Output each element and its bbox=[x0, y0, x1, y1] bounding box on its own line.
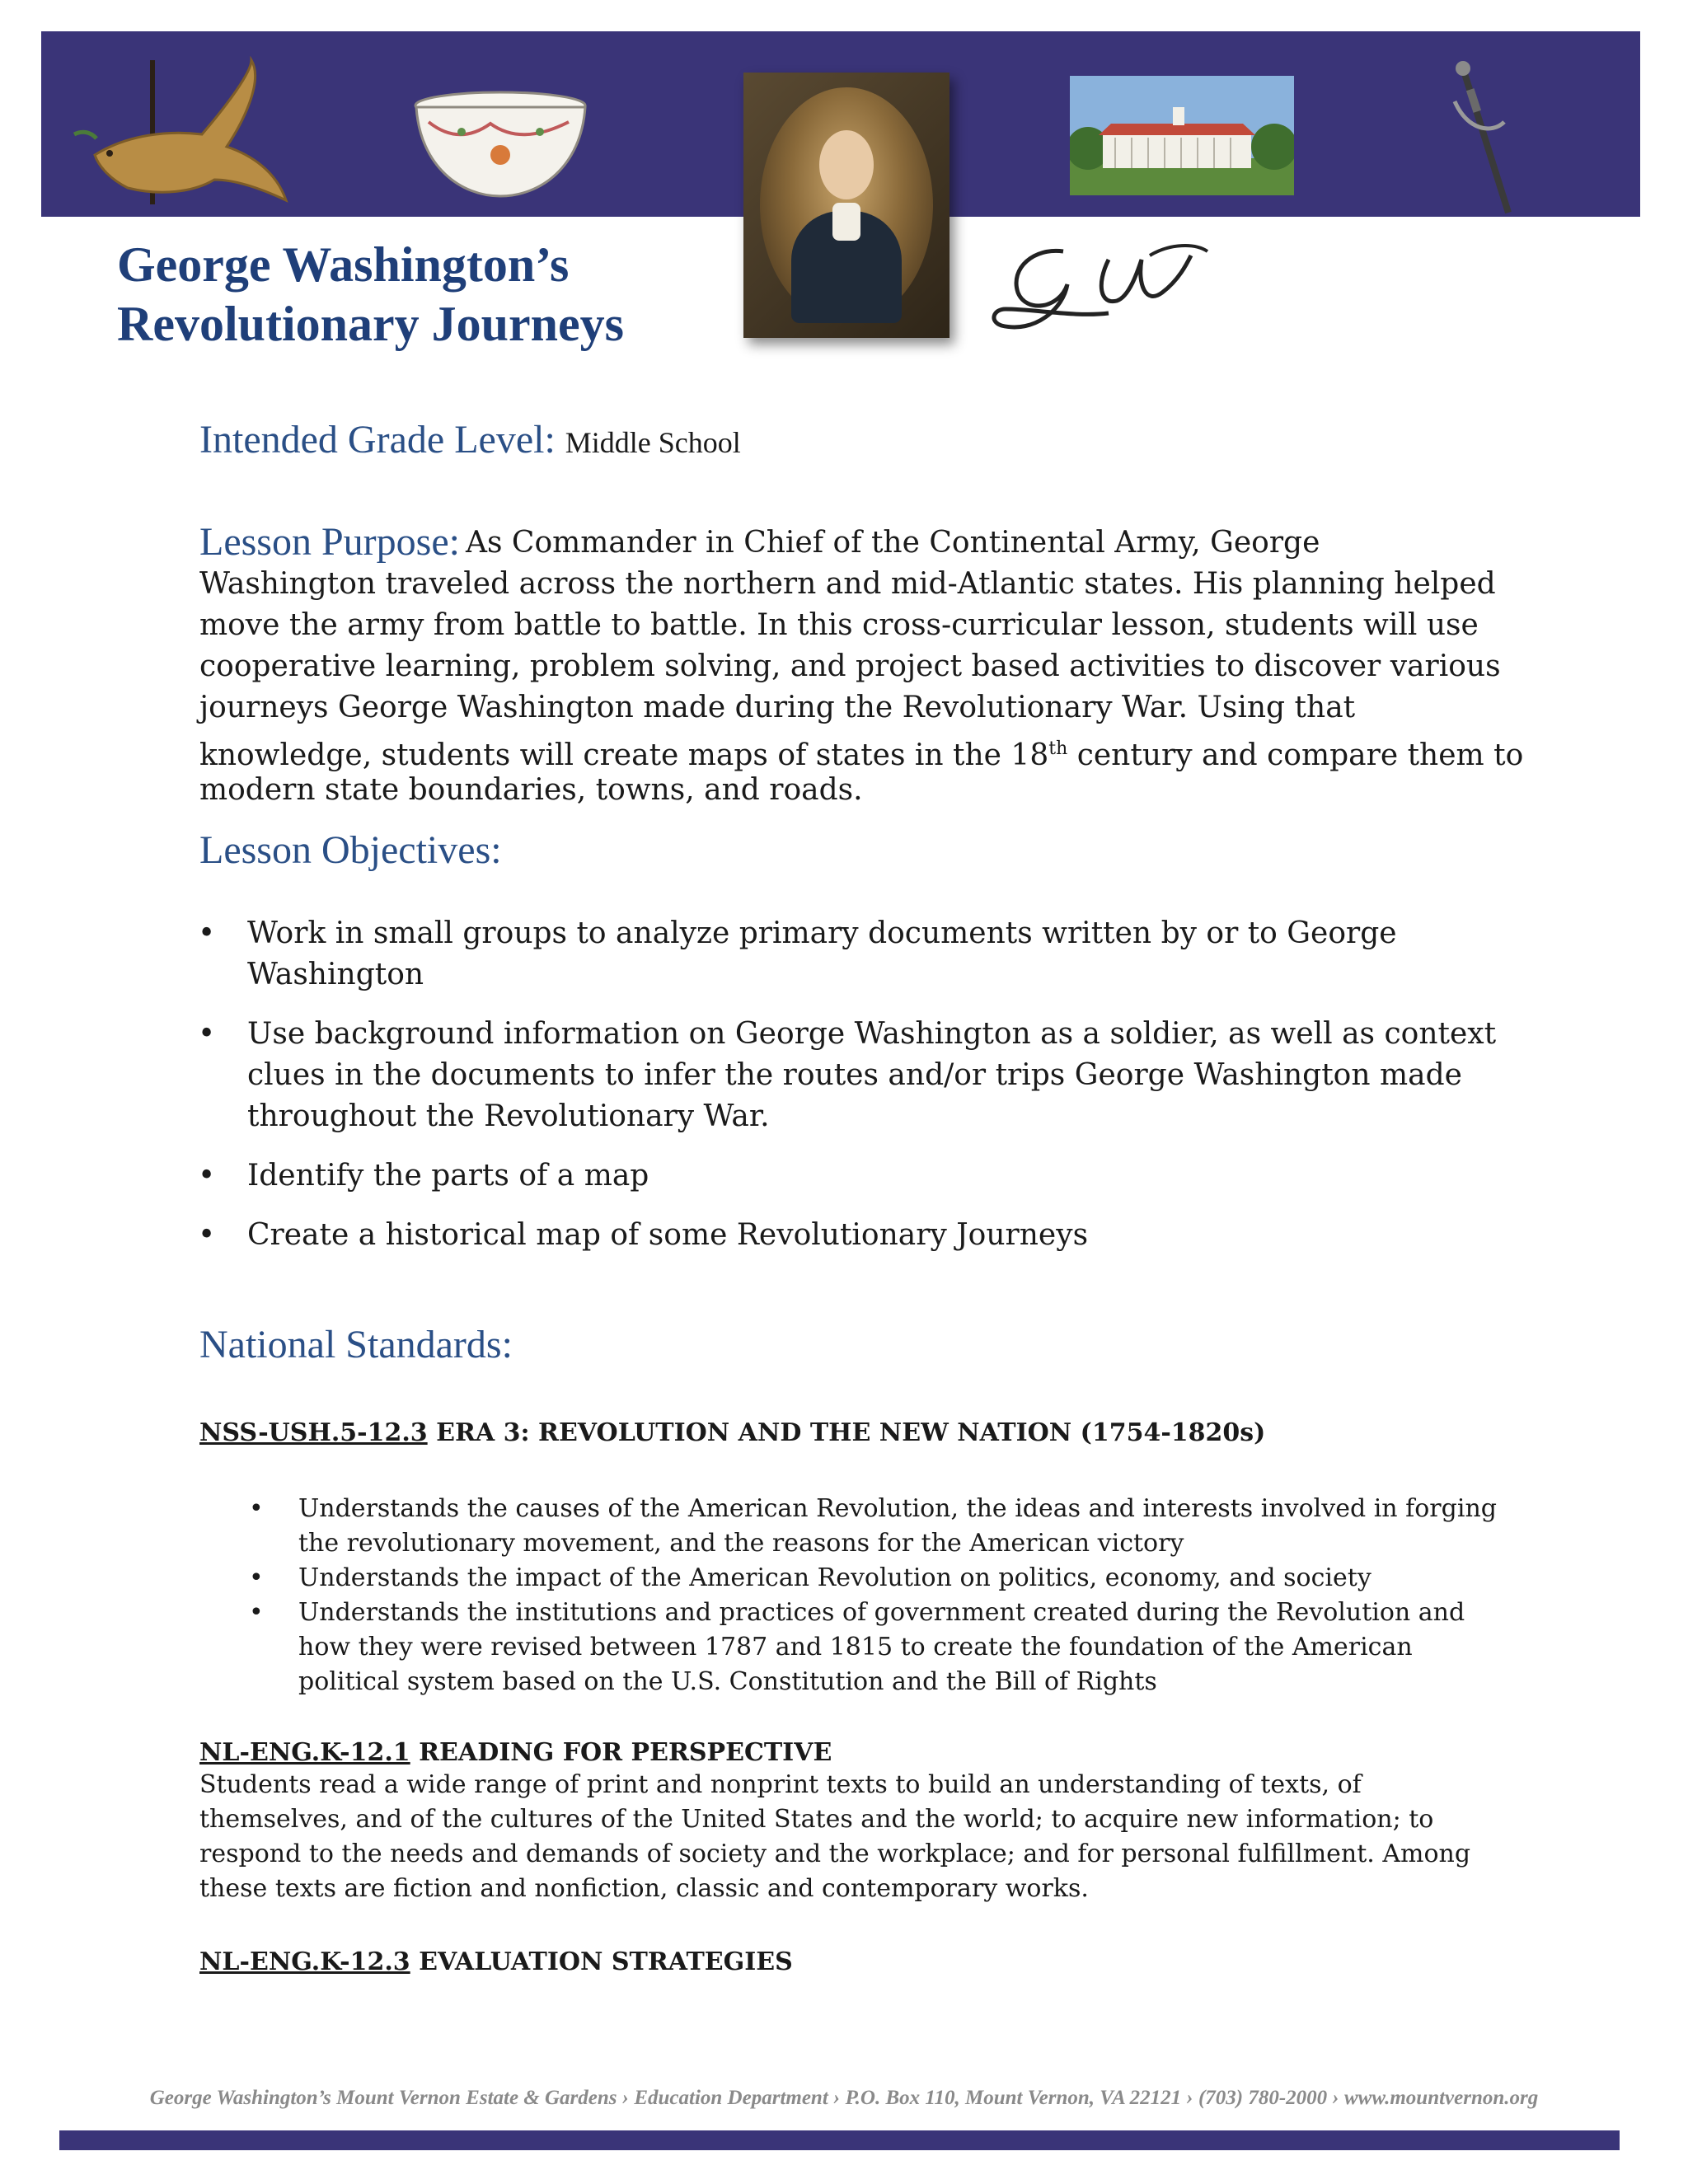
objective-item: • Work in small groups to analyze primary documents written by or to George Washington bbox=[247, 913, 1500, 996]
george-washington-portrait bbox=[743, 73, 950, 338]
purpose-line-2: Washington traveled across the northern and mid-Atlantic states. His planning helped bbox=[199, 567, 1496, 601]
weathervane-dove-image bbox=[70, 56, 293, 221]
footer-address: George Washington’s Mount Vernon Estate & Gardens › Education Department › P.O. Box 110, Mount Vernon, VA 22121 › (703) 780-2000 › www.mountvernon.org bbox=[149, 2087, 1539, 2109]
standard-1-title: ERA 3: REVOLUTION AND THE NEW NATION (1754-1820s) bbox=[427, 1418, 1266, 1447]
standard-2-description: Students read a wide range of print and nonprint texts to build an understanding of texts, of themselves, and of the cultures of the United States and the world; to acquire new information; to respond to the needs and demands of society and the workplace; and for personal fulfillment. Among these texts are fiction and nonfiction, classic and contemporary works. bbox=[199, 1770, 1471, 1903]
standard-3-title: EVALUATION STRATEGIES bbox=[410, 1947, 793, 1976]
standard-1-heading bbox=[199, 1418, 1265, 1449]
objective-item: • Create a historical map of some Revolutionary Journeys bbox=[247, 1215, 1500, 1256]
portrait-cravat bbox=[832, 203, 860, 241]
standard-3-heading bbox=[199, 1947, 793, 1978]
standard-2-title: READING FOR PERSPECTIVE bbox=[410, 1738, 832, 1767]
objectives-list bbox=[247, 913, 1500, 1274]
purpose-line-1: As Commander in Chief of the Continental Army, George bbox=[466, 526, 1320, 560]
portrait-oval bbox=[760, 87, 933, 323]
lesson-purpose-label: Lesson Purpose: bbox=[199, 520, 460, 564]
mount-vernon-mansion-image bbox=[1070, 76, 1294, 195]
portrait-face bbox=[819, 130, 874, 199]
standard-item: • Understands the institutions and practices of government created during the Revolution and how they were revised between 1787 and 1815 to create the foundation of the American political system based on the U.S. Constitution and the Bill of Rights bbox=[298, 1596, 1502, 1699]
objective-item: • Use background information on George Washington as a soldier, as well as context clues in the documents to infer the routes and/or trips George Washington made throughout the Revolutionary War. bbox=[247, 1014, 1500, 1137]
gw-signature-image bbox=[985, 235, 1212, 342]
porcelain-bowl-image bbox=[412, 89, 589, 204]
standard-1-code: NSS-USH.5-12.3 bbox=[199, 1418, 428, 1447]
lesson-purpose-heading bbox=[199, 519, 460, 565]
page-title bbox=[117, 235, 624, 354]
standard-1-list bbox=[298, 1492, 1502, 1699]
national-standards-heading: National Standards: bbox=[199, 1323, 513, 1366]
footer-bar bbox=[59, 2130, 1620, 2150]
purpose-line-6-sup: th bbox=[1048, 738, 1068, 759]
grade-level-value: Middle School bbox=[565, 426, 741, 459]
standard-item: • Understands the causes of the American Revolution, the ideas and interests involved in forging the revolutionary movement, and the reasons for the American victory bbox=[298, 1492, 1502, 1561]
grade-level-label: Intended Grade Level: bbox=[199, 418, 556, 462]
title-line-2: Revolutionary Journeys bbox=[117, 297, 624, 351]
standard-item: • Understands the impact of the American Revolution on politics, economy, and society bbox=[298, 1561, 1502, 1596]
purpose-line-7: modern state boundaries, towns, and roads. bbox=[199, 773, 863, 807]
purpose-line-3: move the army from battle to battle. In this cross-curricular lesson, students will use bbox=[199, 608, 1479, 642]
title-line-1: George Washington’s bbox=[117, 237, 570, 292]
purpose-line-6-a: knowledge, students will create maps of states in the 18 bbox=[199, 738, 1049, 772]
lesson-objectives-heading: Lesson Objectives: bbox=[199, 828, 502, 872]
grade-level-heading bbox=[199, 417, 741, 466]
purpose-line-5: journeys George Washington made during the Revolutionary War. Using that bbox=[199, 691, 1356, 724]
standard-2-code: NL-ENG.K-12.1 bbox=[199, 1738, 410, 1767]
purpose-line-6-b: century and compare them to bbox=[1067, 738, 1524, 772]
purpose-line-4: cooperative learning, problem solving, and project based activities to discover various bbox=[199, 649, 1501, 683]
standard-3-code: NL-ENG.K-12.3 bbox=[199, 1947, 410, 1976]
sword-image bbox=[1447, 56, 1521, 221]
objective-item: • Identify the parts of a map bbox=[247, 1155, 1500, 1197]
standard-2-heading bbox=[199, 1737, 832, 1769]
